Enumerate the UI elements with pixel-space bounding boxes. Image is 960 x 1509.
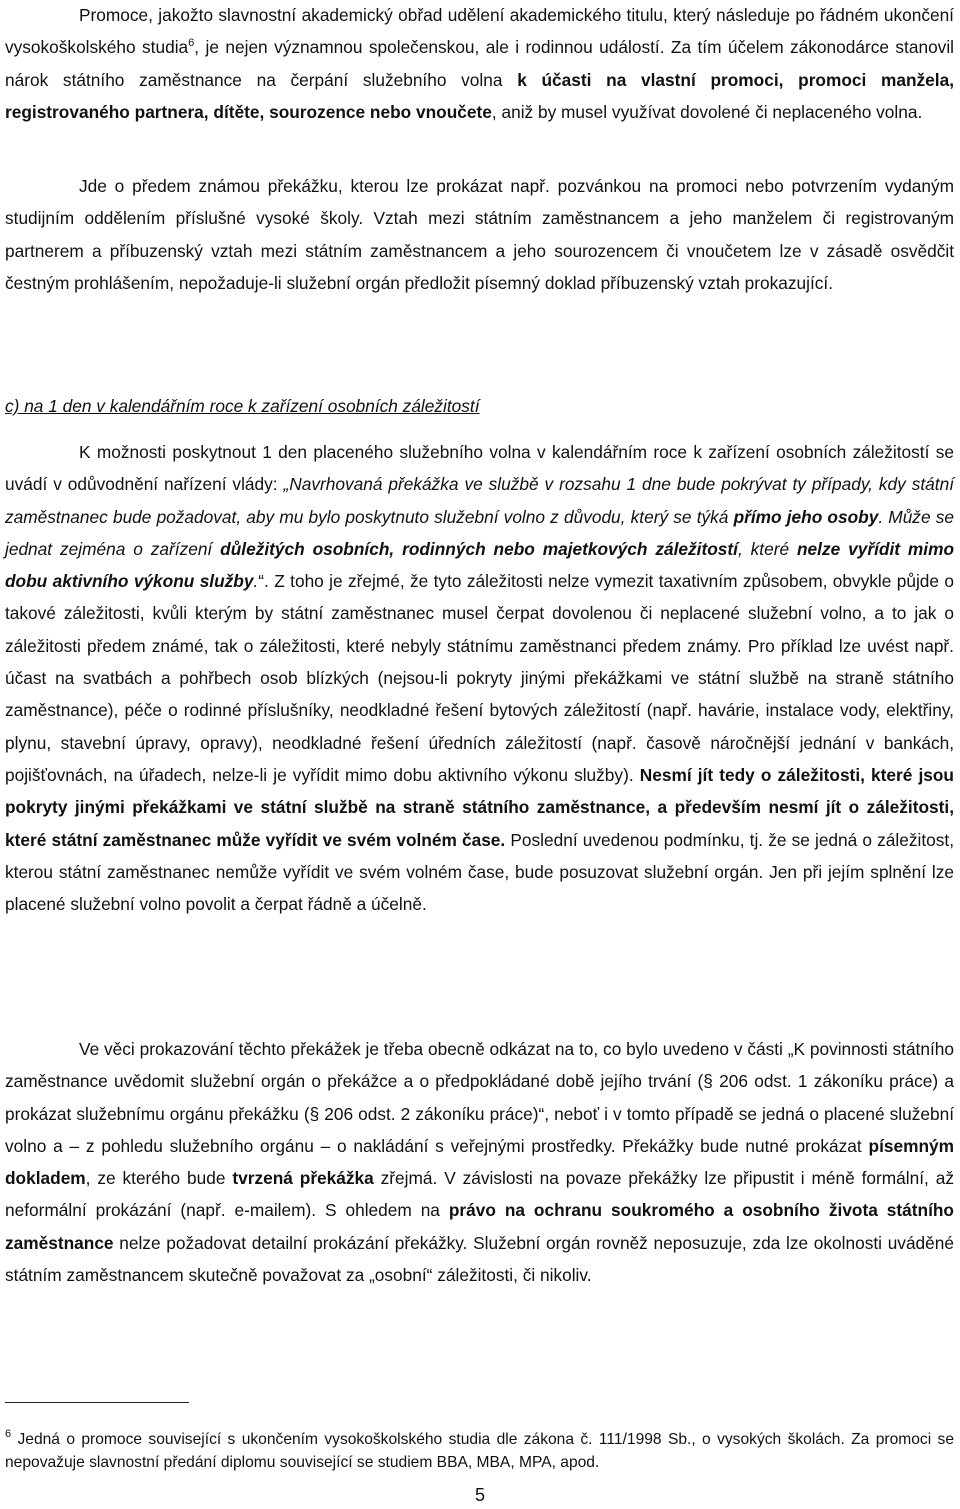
paragraph-prokazani-promoce [5,170,954,299]
footnote-separator [5,1402,189,1403]
bold-italic-text: nelze vyřídit mimo dobu aktivního výkonu služby [5,538,955,592]
paragraph-osobni-zalezitosti [5,436,954,920]
text-run: , aniž by musel využívat dovolené či neplaceného volna. [491,101,923,122]
footnote-text: Jedná o promoce související s ukončením vysokoškolského studia dle zákona č. 111/1998 Sb., o vysokých školách. Za promoci se nepovažuje slavnostní předání diplomu související se studiem BBA, MBA, MPA, apod. [5,1430,954,1472]
text-run: Poslední uvedenou podmínku, tj. že se jedná o záležitost, kterou státní zaměstnanec nemůže vyřídit ve svém volném čase, bude posuzovat služební orgán. Jen při jejím splnění lze placené služební volno povolit a čerpat řádně a účelně. [5,829,954,915]
page-number: 5 [474,1485,485,1505]
text-run: “. Z toho je zřejmé, že tyto záležitosti nelze vymezit taxativním způsobem, obvykle půjde o takové záležitosti, kvůli kterým by státní zaměstnanec musel čerpat dovolenou či neplacené služební volno, a to jak o záležitosti předem známé, tak o záležitosti, které nebyly státnímu zaměstnanci předem známy. Pro příklad lze uvést např. účast na svatbách a pohřbech osob blízkých (nejsou-li pokryty jinými překážkami ve státní službě na straně státního zaměstnance), péče o rodinné příslušníky, neodkladné řešení bytových záležitostí (např. havárie, instalace vody, elektřiny, plynu, stavební úpravy, opravy), neodkladné řešení úředních záležitostí (např. časově náročnější jednání v bankách, pojišťovnách, na úřadech, nelze-li je vyřídit mimo dobu aktivního výkonu služby). [5,571,954,785]
footnote-number: 6 [5,1427,12,1440]
bold-text: k účasti na vlastní promoci, promoci manžela, registrovaného partnera, dítěte, sourozence nebo vnoučete [5,69,955,122]
text-run: , ze kterého bude [85,1168,233,1189]
italic-quote: . Může se jednat zejména o zařízení [5,506,954,559]
text-run: zřejmá. V závislosti na povaze překážky lze připustit i méně formální, až neformální prokázání (např. e-mailem). S ohledem na [5,1168,954,1221]
italic-quote: . [253,571,259,592]
footnote-reference[interactable]: 6 [188,37,195,50]
bold-italic-text: přímo jeho osoby [733,506,879,527]
paragraph-prokazovani-prekazek [5,1033,954,1291]
bold-text: písemným dokladem [5,1135,954,1189]
text-run: Promoce, jakožto slavnostní akademický obřad udělení akademického titulu, který následuje po řádném ukončení vysokoškolského studia [5,5,954,58]
bold-text: Nesmí jít tedy o záležitosti, které jsou pokryty jinými překážkami ve státní službě na straně státního zaměstnance, a především nesmí jít o záležitosti, které státní zaměstnanec může vyřídit ve svém volném čase. [5,764,954,850]
bold-text: právo na ochranu soukromého a osobního života státního zaměstnance [5,1200,954,1253]
text-run: , je nejen významnou společenskou, ale i rodinnou událostí. Za tím účelem zákonodárce stanovil nárok státního zaměstnance na čerpání služebního volna [5,37,955,90]
text-run: Ve věci prokazování těchto překážek je třeba obecně odkázat na to, co bylo uvedeno v části „K povinnosti státního zaměstnance uvědomit služební orgán o překážce a o předpokládané době jejího trvání (§ 206 odst. 1 zákoníku práce) a prokázat služebnímu orgánu překážku (§ 206 odst. 2 zákoníku práce)“, neboť i v tomto případě se jedná o placené služební volno a – z pohledu služebního orgánu – o nakládání s veřejnými prostředky. Překážky bude nutné prokázat [5,1039,954,1156]
bold-text: tvrzená překážka [232,1168,374,1189]
italic-quote: „Navrhovaná překážka ve službě v rozsahu 1 dne bude pokrývat ty případy, kdy státní zaměstnanec bude požadovat, aby mu bylo poskytnuto služební volno z důvodu, který se týká [5,474,955,527]
text-run: Jde o předem známou překážku, kterou lze prokázat např. pozvánkou na promoci nebo potvrzením vydaným studijním oddělením příslušné vysoké školy. Vztah mezi státním zaměstnancem a jeho manželem či registrovaným partnerem a příbuzenský vztah mezi státním zaměstnancem a jeho sourozencem či vnoučetem lze v zásadě osvědčit čestným prohlášením, nepožaduje-li služební orgán předložit písemný doklad příbuzenský vztah prokazující. [5,176,954,293]
section-heading: c) na 1 den v kalendářním roce k zařízení osobních záležitostí [5,396,480,416]
text-run: nelze požadovat detailní prokázání překážky. Služební orgán rovněž neposuzuje, zda lze okolnosti uváděné státním zaměstnancem skutečně považovat za „osobní“ záležitosti, či nikoliv. [5,1232,954,1286]
paragraph-promoce [5,0,954,128]
text-run: K možnosti poskytnout 1 den placeného služebního volna v kalendářním roce k zařízení osobních záležitostí se uvádí v odůvodnění nařízení vlády: [5,442,954,495]
bold-italic-text: důležitých osobních, rodinných nebo majetkových záležitostí [220,538,738,559]
footnote [5,1428,954,1475]
italic-quote: , které [737,538,797,559]
